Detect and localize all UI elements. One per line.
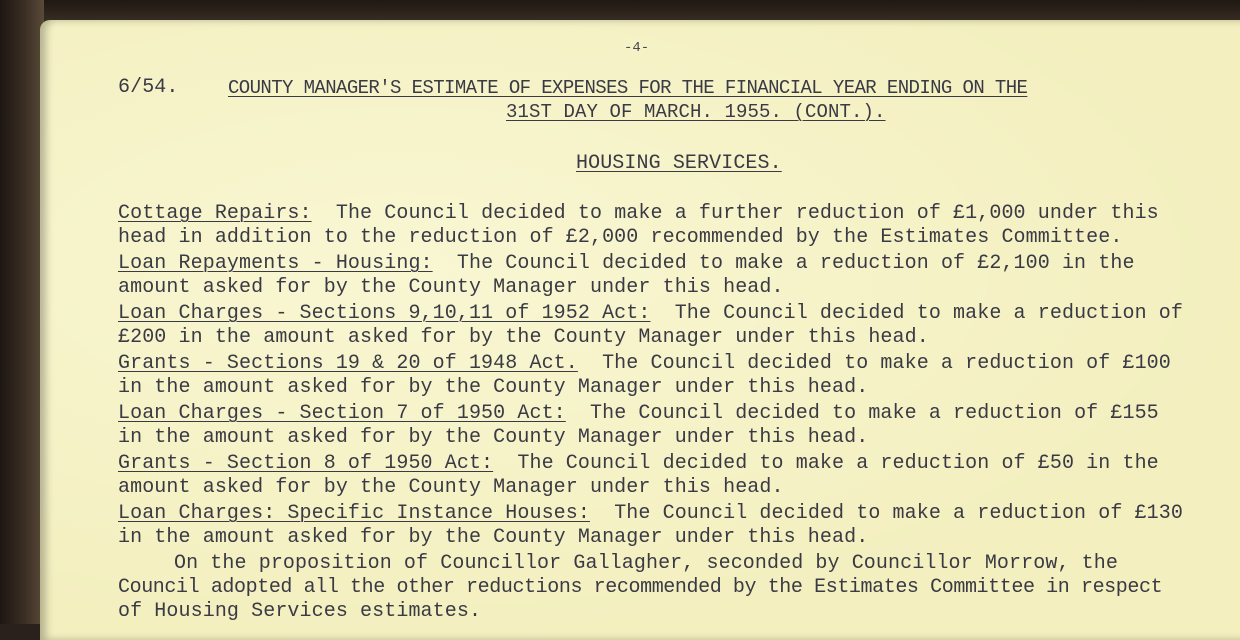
paragraph-line (118, 252, 1135, 276)
closing-line-1: On the proposition of Councillor Gallagher, seconded by Councillor Morrow, the (174, 552, 1118, 575)
closing-line-2: Council adopted all the other reductions recommended by the Estimates Committee in respect (118, 576, 1163, 599)
paragraph-line (118, 202, 1159, 226)
paragraph-text: The Council decided to make a reduction of £130 (589, 502, 1183, 525)
paragraph-continuation: £200 in the amount asked for by the County Manager under this head. (118, 326, 929, 349)
paragraph-line (118, 402, 1159, 426)
paragraph-heading: Loan Repayments - Housing: (118, 252, 433, 275)
book-binding (0, 0, 44, 624)
paragraph-line (118, 302, 1183, 326)
paragraph-continuation: amount asked for by the County Manager under this head. (118, 276, 784, 299)
paragraph-continuation: in the amount asked for by the County Manager under this head. (118, 376, 869, 399)
minute-reference: 6/54. (118, 76, 179, 99)
paragraph-text: The Council decided to make a reduction of £50 in the (493, 452, 1159, 475)
paragraph-text: The Council decided to make a further reduction of £1,000 under this (311, 202, 1159, 225)
paragraph-continuation: in the amount asked for by the County Manager under this head. (118, 526, 869, 549)
paragraph-text: The Council decided to make a reduction of £155 (565, 402, 1159, 425)
paragraph-continuation: amount asked for by the County Manager under this head. (118, 476, 784, 499)
paragraph-text: The Council decided to make a reduction of (650, 302, 1183, 325)
section-heading: HOUSING SERVICES. (576, 152, 782, 175)
paragraph-continuation: head in addition to the reduction of £2,000 recommended by the Estimates Committee. (118, 226, 1123, 249)
paragraph-line (118, 452, 1159, 476)
page-number-mark: -4- (624, 40, 650, 56)
document-title-line-1: COUNTY MANAGER'S ESTIMATE OF EXPENSES FOR THE FINANCIAL YEAR ENDING ON THE (228, 77, 1028, 99)
paragraph-heading: Loan Charges - Sections 9,10,11 of 1952 Act: (118, 302, 651, 325)
paragraph-heading: Cottage Repairs: (118, 202, 312, 225)
paragraph-heading: Grants - Sections 19 & 20 of 1948 Act. (118, 352, 578, 375)
paragraph-line (118, 352, 1171, 376)
paragraph-line (118, 502, 1183, 526)
closing-line-3: of Housing Services estimates. (118, 600, 482, 623)
paragraph-heading: Loan Charges: Specific Instance Houses: (118, 502, 590, 525)
document-page (40, 20, 1240, 640)
paragraph-continuation: in the amount asked for by the County Manager under this head. (118, 426, 869, 449)
paragraph-heading: Grants - Section 8 of 1950 Act: (118, 452, 494, 475)
paragraph-text: The Council decided to make a reduction of £100 (577, 352, 1171, 375)
document-title-line-2: 31ST DAY OF MARCH. 1955. (CONT.). (506, 101, 886, 123)
paragraph-heading: Loan Charges - Section 7 of 1950 Act: (118, 402, 566, 425)
paragraph-text: The Council decided to make a reduction of £2,100 in the (432, 252, 1135, 275)
